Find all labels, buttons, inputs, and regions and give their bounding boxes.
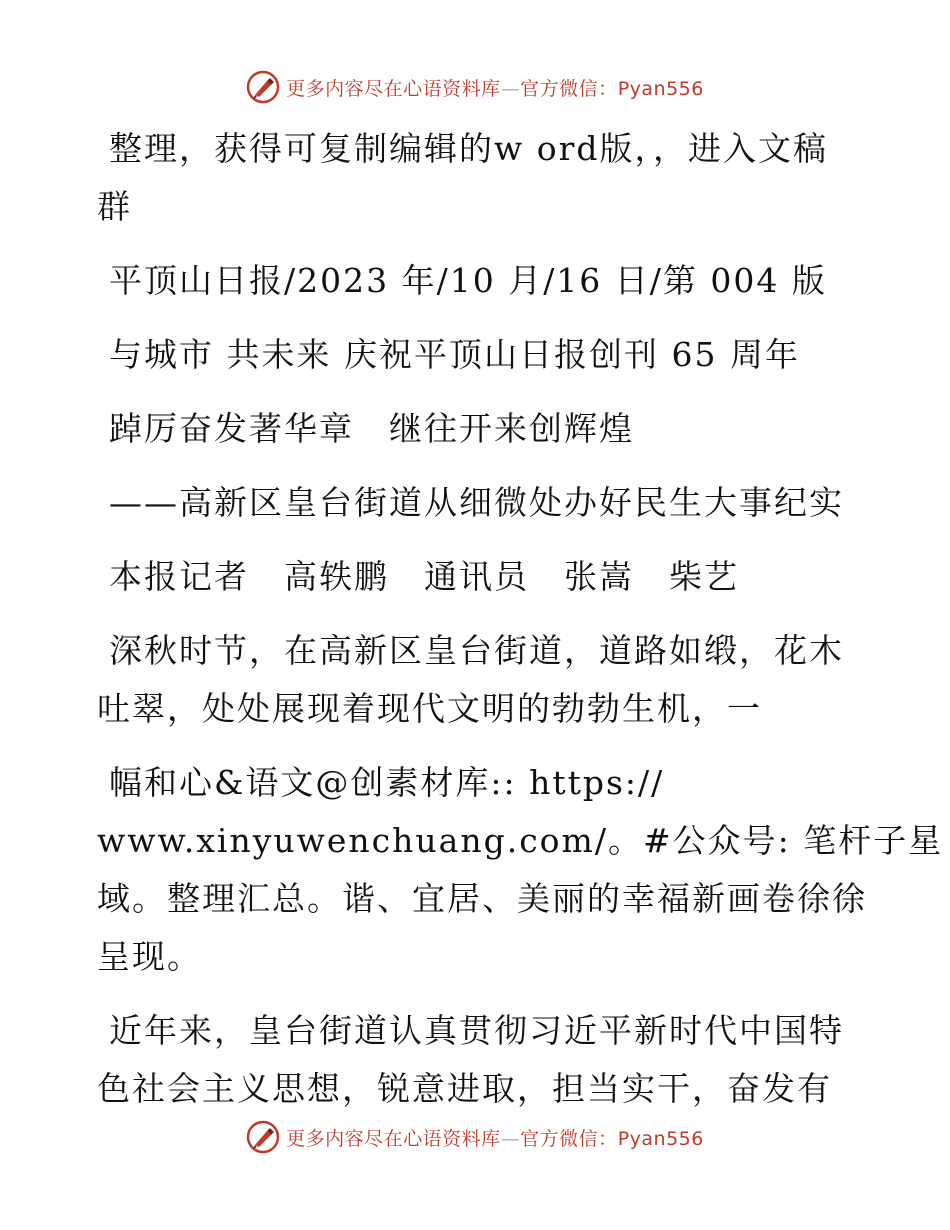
pen-logo-icon <box>246 70 280 104</box>
watermark-text: 更多内容尽在心语资料库 <box>286 77 501 100</box>
paragraph-line: 整理，获得可复制编辑的w ord版，，进入文稿 <box>109 129 829 168</box>
watermark-wechat-id: Pyan556 <box>617 1127 704 1150</box>
paragraph-line: www.xinyuwenchuang.com/。#公众号: 笔杆子星 <box>97 821 944 860</box>
paragraph <box>97 1002 867 1118</box>
paragraph-line: 深秋时节，在高新区皇台街道，道路如缎，花木 <box>109 631 844 670</box>
paragraph-line: 踔厉奋发著华章 继往开来创辉煌 <box>109 409 634 448</box>
paragraph-line: 本报记者 高轶鹏 通讯员 张嵩 柴艺 <box>109 557 739 596</box>
paragraph-line: 平顶山日报/2023 年/10 月/16 日/第 004 版 <box>109 261 827 300</box>
paragraph-line: 幅和心&语文@创素材库:: https:// <box>109 763 665 802</box>
paragraph <box>97 754 944 986</box>
paragraph <box>97 252 867 310</box>
paragraph <box>97 548 867 606</box>
paragraph-line: 吐翠，处处展现着现代文明的勃勃生机，一 <box>97 689 762 728</box>
watermark-suffix: 官方微信： <box>520 1127 618 1150</box>
paragraph-line: ——高新区皇台街道从细微处办好民生大事纪实 <box>109 483 844 522</box>
watermark-separator: — <box>500 77 521 100</box>
paragraph-line: 群 <box>97 187 132 226</box>
watermark-text: 更多内容尽在心语资料库 <box>286 1127 501 1150</box>
paragraph-line: 呈现。 <box>97 937 202 976</box>
paragraph <box>97 326 867 384</box>
paragraph-line: 近年来，皇台街道认真贯彻习近平新时代中国特 <box>109 1011 844 1050</box>
watermark-separator: — <box>500 1127 521 1150</box>
paragraph <box>97 474 867 532</box>
watermark-suffix: 官方微信： <box>520 77 618 100</box>
watermark-wechat-id: Pyan556 <box>617 77 704 100</box>
paragraph <box>97 622 867 738</box>
paragraph-line: 与城市 共未来 庆祝平顶山日报创刊 65 周年 <box>109 335 800 374</box>
watermark-banner-bottom <box>0 1120 950 1154</box>
paragraph <box>97 400 867 458</box>
paragraph <box>97 120 867 236</box>
document-body <box>97 120 944 1134</box>
paragraph-line: 色社会主义思想，锐意进取，担当实干，奋发有 <box>97 1069 832 1108</box>
pen-logo-icon <box>246 1120 280 1154</box>
paragraph-line: 域。整理汇总。谐、宜居、美丽的幸福新画卷徐徐 <box>97 879 867 918</box>
watermark-banner-top <box>0 70 950 104</box>
